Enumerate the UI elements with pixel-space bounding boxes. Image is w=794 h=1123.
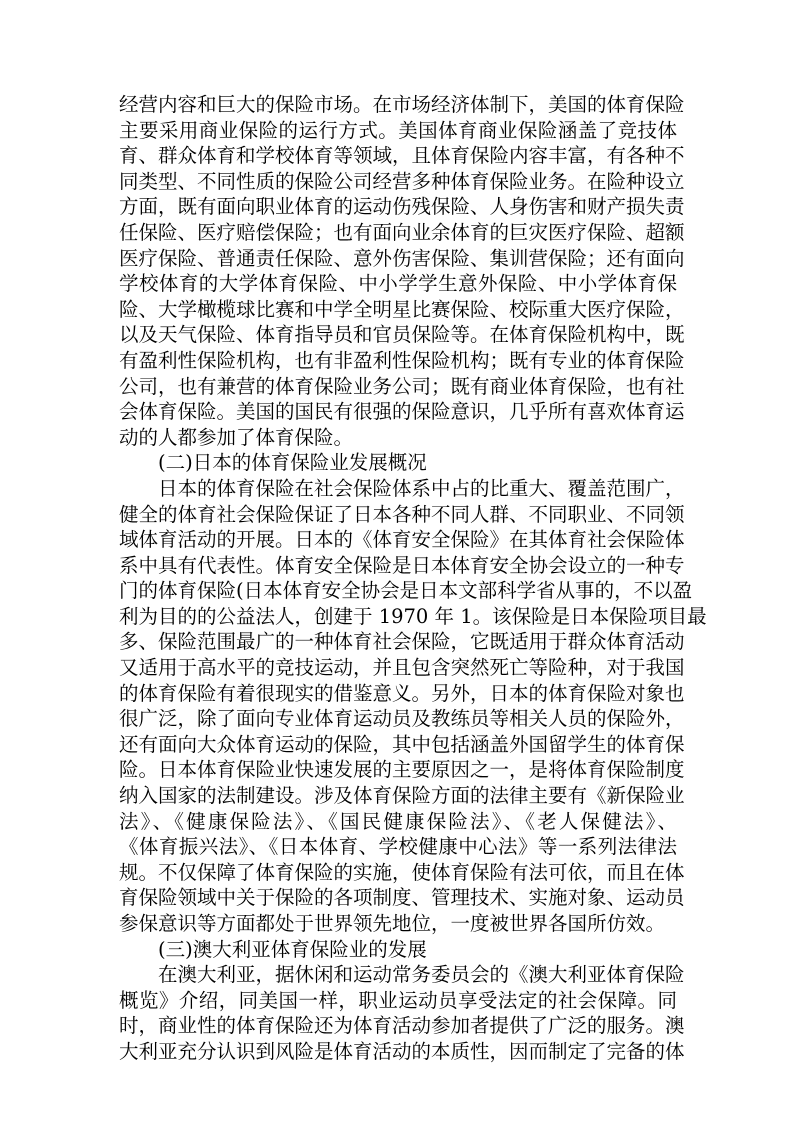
text-line: 医疗保险、普通责任保险、意外伤害保险、集训营保险；还有面向 [119,246,685,270]
text-line: 日本的体育保险在社会保险体系中占的比重大、覆盖范围广， [158,476,685,500]
section-heading-japan: (二)日本的体育保险业发展概况 [158,451,427,475]
text-line: 法》、《健康保险法》、《国民健康保险法》、《老人保健法》、 [119,809,677,833]
text-line: 健全的体育社会保险保证了日本各种不同人群、不同职业、不同领 [119,502,685,526]
text-line: 育保险领域中关于保险的各项制度、管理技术、实施对象、运动员 [119,886,685,910]
paragraph-us-sports-insurance [119,92,685,450]
text-line: 多、保险范围最广的一种体育社会保险，它既适用于群众体育活动 [119,630,685,654]
text-line: 险、大学橄榄球比赛和中学全明星比赛保险、校际重大医疗保险， [119,297,685,321]
text-line: 学校体育的大学体育保险、中小学学生意外保险、中小学体育保 [119,272,677,296]
document-page [119,92,707,1065]
paragraph-japan-sports-insurance [119,476,707,937]
text-line: 育、群众体育和学校体育等领域，且体育保险内容丰富，有各种不 [119,144,685,168]
text-line: 动的人都参加了体育保险。 [119,425,354,449]
text-line: 方面，既有面向职业体育的运动伤残保险、人身伤害和财产损失责 [119,195,685,219]
text-line: 纳入国家的法制建设。涉及体育保险方面的法律主要有《新保险业 [119,784,685,808]
text-line: 时，商业性的体育保险还为体育活动参加者提供了广泛的服务。澳 [119,1014,685,1038]
text-line: 系中具有代表性。体育安全保险是日本体育安全协会设立的一种专 [119,553,685,577]
text-line: 大利亚充分认识到风险是体育活动的本质性，因而制定了完备的体 [119,1039,685,1063]
text-line: 以及天气保险、体育指导员和官员保险等。在体育保险机构中，既 [119,323,685,347]
text-line: 规。不仅保障了体育保险的实施，使体育保险有法可依，而且在体 [119,860,685,884]
text-line: 经营内容和巨大的保险市场。在市场经济体制下，美国的体育保险 [119,93,685,116]
section-heading-australia: (三)澳大利亚体育保险业的发展 [158,937,427,961]
text-line: 利为目的的公益法人，创建于 1970 年 1。该保险是日本保险项目最 [119,604,707,628]
text-line: 会体育保险。美国的国民有很强的保险意识，几乎所有喜欢体育运 [119,400,685,424]
paragraph-australia-sports-insurance [119,962,685,1064]
text-line: 域体育活动的开展。日本的《体育安全保险》在其体育社会保险体 [119,528,685,552]
text-line: 很广泛，除了面向专业体育运动员及教练员等相关人员的保险外， [119,707,685,731]
text-line: 的体育保险有着很现实的借鉴意义。另外，日本的体育保险对象也 [119,681,685,705]
text-line: 主要采用商业保险的运行方式。美国体育商业保险涵盖了竞技体 [119,118,677,142]
text-line: 参保意识等方面都处于世界领先地位，一度被世界各国所仿效。 [119,912,666,935]
text-line: 又适用于高水平的竞技运动，并且包含突然死亡等险种，对于我国 [119,656,685,680]
text-line: 概览》介绍，同美国一样，职业运动员享受法定的社会保障。同 [119,988,677,1012]
text-line: 任保险、医疗赔偿保险；也有面向业余体育的巨灾医疗保险、超额 [119,220,685,244]
text-line: 《体育振兴法》、《日本体育、学校健康中心法》等一系列法律法 [119,835,677,859]
text-line: 同类型、不同性质的保险公司经营多种体育保险业务。在险种设立 [119,169,685,193]
text-line: 在澳大利亚，据休闲和运动常务委员会的《澳大利亚体育保险 [158,963,685,987]
text-line: 公司，也有兼营的体育保险业务公司；既有商业体育保险，也有社 [119,374,685,398]
text-line: 险。日本体育保险业快速发展的主要原因之一，是将体育保险制度 [119,758,685,782]
text-line: 有盈利性保险机构，也有非盈利性保险机构；既有专业的体育保险 [119,348,685,372]
text-line: 还有面向大众体育运动的保险，其中包括涵盖外国留学生的体育保 [119,732,685,756]
text-line: 门的体育保险(日本体育安全协会是日本文部科学省从事的，不以盈 [119,579,693,603]
